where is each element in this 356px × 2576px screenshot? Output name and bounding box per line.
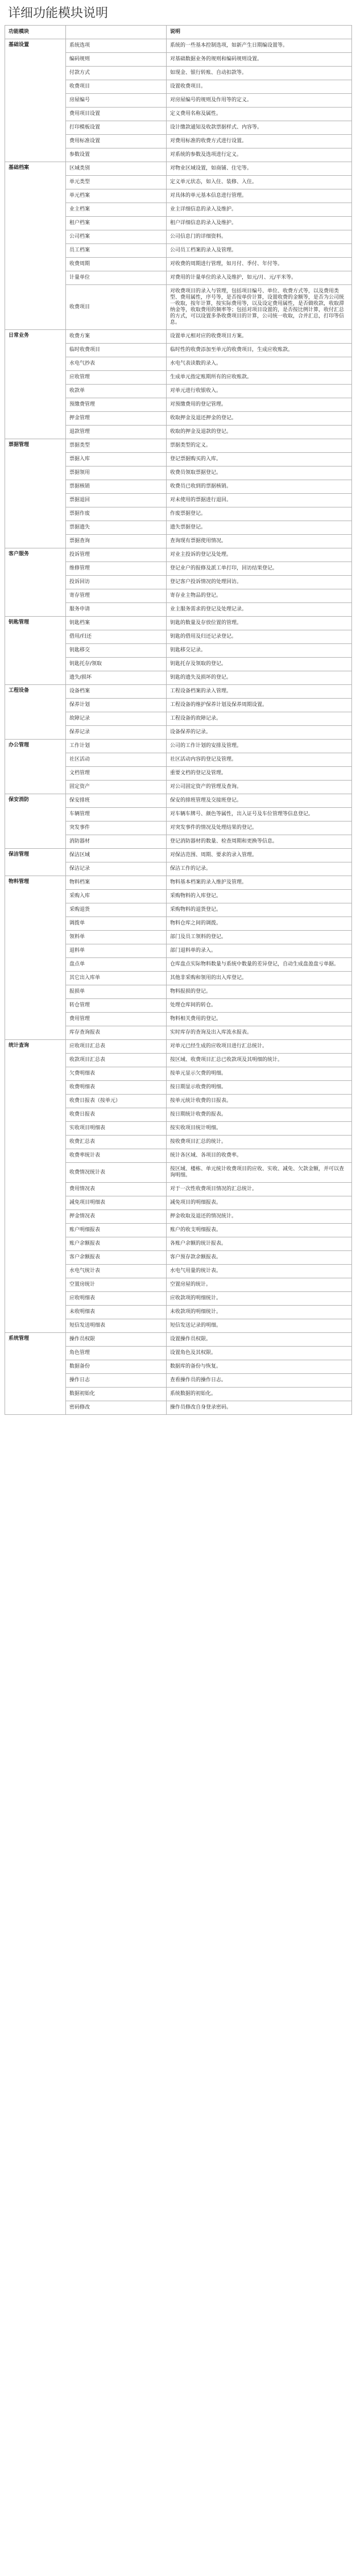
function-description: 按日期显示收费的明细。 — [167, 1081, 352, 1095]
page-title: 详细功能模块说明 — [8, 6, 109, 20]
function-name: 盘点单 — [66, 958, 167, 972]
function-description: 设置收费项目。 — [167, 80, 352, 94]
function-name: 租户档案 — [66, 217, 167, 230]
function-description: 操作员修改自身登录密码。 — [167, 1401, 352, 1415]
function-name: 收费项目 — [66, 80, 167, 94]
function-description: 采购物料的退货登记。 — [167, 903, 352, 917]
function-description: 对基础数据业务的规则和编码规则设置。 — [167, 53, 352, 67]
function-description: 工程设备的维护保养计划及保养周期设置。 — [167, 699, 352, 712]
function-name: 维修管理 — [66, 562, 167, 576]
table-row — [5, 39, 352, 53]
table-row — [5, 617, 352, 630]
function-description: 租户详细信息的录入及维护。 — [167, 217, 352, 230]
module-name: 客户服务 — [5, 548, 66, 617]
module-name: 系统管理 — [5, 1333, 66, 1415]
table-row — [5, 740, 352, 753]
function-name: 费用项目设置 — [66, 108, 167, 121]
function-description: 按单元统计收费的日报表。 — [167, 1095, 352, 1108]
table-row — [5, 685, 352, 699]
function-name: 角色管理 — [66, 1347, 167, 1360]
function-name: 空置房统计 — [66, 1278, 167, 1292]
function-description: 应收款项的明细统计。 — [167, 1292, 352, 1306]
module-name: 基础档案 — [5, 162, 66, 330]
function-name: 保养计划 — [66, 699, 167, 712]
function-description: 钥匙的借用及归还记录登记。 — [167, 630, 352, 644]
function-name: 收费日报表（按单元） — [66, 1095, 167, 1108]
function-name: 编码规则 — [66, 53, 167, 67]
function-description: 设备保养的记录。 — [167, 726, 352, 740]
function-name: 业主档案 — [66, 203, 167, 217]
function-description: 空置房屋的统计。 — [167, 1278, 352, 1292]
function-description: 临时性的收费添加至单元的收费项目，生成应收账款。 — [167, 344, 352, 357]
function-name: 水电气抄表 — [66, 357, 167, 371]
function-name: 钥匙档案 — [66, 617, 167, 630]
module-name: 保洁管理 — [5, 849, 66, 876]
function-description: 水电气用量的统计表。 — [167, 1265, 352, 1278]
module-name: 统计查询 — [5, 1040, 66, 1333]
function-name: 费用标准设置 — [66, 135, 167, 148]
function-name: 收费周期 — [66, 258, 167, 271]
function-name: 客户余额报表 — [66, 1251, 167, 1265]
function-name: 突发事件 — [66, 821, 167, 835]
header-module: 功能模块 — [5, 26, 66, 39]
function-description: 公司信息门的详细资料。 — [167, 230, 352, 244]
function-name: 预缴费管理 — [66, 398, 167, 412]
table-row — [5, 330, 352, 344]
function-description: 工程设备档案的录入管理。 — [167, 685, 352, 699]
module-name: 物料管理 — [5, 876, 66, 1040]
function-name: 临时收费项目 — [66, 344, 167, 357]
function-description: 收费员已收到的票据核销。 — [167, 480, 352, 494]
module-name: 保安消防 — [5, 794, 66, 849]
function-description: 对预缴费用的登记管理。 — [167, 398, 352, 412]
function-name: 设备档案 — [66, 685, 167, 699]
function-name: 操作员权限 — [66, 1333, 167, 1347]
function-description: 定义费用名称及属性。 — [167, 108, 352, 121]
function-description: 业主详细信息的录入及维护。 — [167, 203, 352, 217]
function-name: 收费日报表 — [66, 1108, 167, 1122]
function-description: 登记消防器材的数量、检查周期和更换等信息。 — [167, 835, 352, 849]
function-description: 公司员工档案的录入及管理。 — [167, 244, 352, 258]
function-name: 钥匙移交 — [66, 644, 167, 658]
function-name: 退料单 — [66, 944, 167, 958]
function-name: 打印模板设置 — [66, 121, 167, 135]
function-description: 物料基本档案的录入维护及管理。 — [167, 876, 352, 890]
function-description: 登记票据购买的入库。 — [167, 453, 352, 467]
function-description: 对突发事件的情况及处理结果的登记。 — [167, 821, 352, 835]
function-name: 应收项目汇总表 — [66, 1040, 167, 1054]
function-description: 对费用标准的收费方式进行设置。 — [167, 135, 352, 148]
function-name: 单元类型 — [66, 176, 167, 189]
function-description: 对物业区域设置，如商铺、住宅等。 — [167, 162, 352, 176]
function-description: 生成单元指定账期所有的应收账款。 — [167, 371, 352, 385]
function-description: 实时库存的查询及出入库流水报表。 — [167, 1026, 352, 1040]
function-description: 对于一次性收费项目情况的汇总统计。 — [167, 1183, 352, 1196]
function-description: 按实收项目统计明细。 — [167, 1122, 352, 1136]
function-description: 对房屋编号的规则及作用等的定义。 — [167, 94, 352, 108]
function-name: 固定资产 — [66, 781, 167, 794]
function-name: 付款方式 — [66, 67, 167, 80]
module-name: 基础设置 — [5, 39, 66, 162]
function-description: 查看操作员的操作日志。 — [167, 1374, 352, 1388]
function-description: 收取押金及退还押金的登记。 — [167, 412, 352, 426]
function-name: 票据入库 — [66, 453, 167, 467]
function-description: 设计缴款通知及收款票据样式、内容等。 — [167, 121, 352, 135]
function-name: 未收明细表 — [66, 1306, 167, 1319]
function-name: 收费项目 — [66, 285, 167, 330]
function-name: 服务申请 — [66, 603, 167, 617]
function-description: 登记业户的报修及派工单打印，回访结果登记。 — [167, 562, 352, 576]
function-name: 领料单 — [66, 931, 167, 944]
function-name: 票据退回 — [66, 494, 167, 507]
function-name: 钥匙托存/领取 — [66, 658, 167, 671]
function-description: 仓库盘点实际物料数量与系统中数量的差异登记，自动生成盘盈盘亏单据。 — [167, 958, 352, 972]
table-row — [5, 849, 352, 862]
function-name: 转仓管理 — [66, 999, 167, 1013]
function-name: 采购退货 — [66, 903, 167, 917]
function-name: 单元档案 — [66, 189, 167, 203]
function-name: 计量单位 — [66, 271, 167, 285]
function-description: 业主服务需求的登记及处理记录。 — [167, 603, 352, 617]
function-name: 账户余额报表 — [66, 1237, 167, 1251]
function-name: 票据作废 — [66, 507, 167, 521]
function-name: 文档管理 — [66, 767, 167, 781]
function-description: 遗失票据登记。 — [167, 521, 352, 535]
function-name: 收费明细表 — [66, 1081, 167, 1095]
function-name: 其它出入库单 — [66, 972, 167, 985]
function-description: 登记客户投诉情况的处理回访。 — [167, 576, 352, 589]
function-description: 按区域、楼栋、单元统计收费项目的应收、实收、减免、欠款金额，并可以查询明细。 — [167, 1163, 352, 1183]
function-description: 对收费项目的录入与管理，包括项目编号、单位、收费方式等，以及费用类型、费用属性，序号等，是否按单价计算，设置收费的金额等，是否为公司统一收取，按年计算，按实际费用等，以及设定费用属性，是否做收款，收取滞纳金等，收取费用的频率等；包括对项目设置的，是否按比例计算，收付汇总的方式，可以设置多条收费项目的计算，公司统一收取，合并汇总，打印等信息。 — [167, 285, 352, 330]
function-description: 对单元进行收银收入。 — [167, 385, 352, 398]
function-name: 票据查询 — [66, 535, 167, 548]
feature-table — [5, 25, 352, 1415]
function-name: 投诉回访 — [66, 576, 167, 589]
function-name: 票据遗失 — [66, 521, 167, 535]
function-description: 保安的排班管理及交接班登记。 — [167, 794, 352, 808]
function-name: 收款单 — [66, 385, 167, 398]
function-description: 定义单元状态，如入住、装修、入住。 — [167, 176, 352, 189]
function-description: 部门退料单的录入。 — [167, 944, 352, 958]
function-name: 物料档案 — [66, 876, 167, 890]
function-description: 作废票据登记。 — [167, 507, 352, 521]
function-name: 实收项目明细表 — [66, 1122, 167, 1136]
function-description: 按区域、收费项目汇总已收款项及其明细的统计。 — [167, 1054, 352, 1067]
function-name: 票据领用 — [66, 467, 167, 480]
function-name: 票据类型 — [66, 439, 167, 453]
function-name: 应收管理 — [66, 371, 167, 385]
table-row — [5, 439, 352, 453]
function-name: 密码修改 — [66, 1401, 167, 1415]
function-name: 收费率统计表 — [66, 1149, 167, 1163]
function-name: 应收明细表 — [66, 1292, 167, 1306]
function-description: 物料报损的登记。 — [167, 985, 352, 999]
function-description: 对未使用的票据进行退回。 — [167, 494, 352, 507]
table-row — [5, 1040, 352, 1054]
table-row — [5, 1333, 352, 1347]
function-name: 投诉管理 — [66, 548, 167, 562]
function-description: 钥匙的遗失及损坏的登记。 — [167, 671, 352, 685]
function-description: 对费用的计量单位的录入及维护，如元/月、元/平米等。 — [167, 271, 352, 285]
function-name: 欠费明细表 — [66, 1067, 167, 1081]
function-name: 借用/归还 — [66, 630, 167, 644]
function-description: 数据库的备份与恢复。 — [167, 1360, 352, 1374]
function-name: 公司档案 — [66, 230, 167, 244]
function-description: 部门及员工领料的登记。 — [167, 931, 352, 944]
function-name: 库存查询报表 — [66, 1026, 167, 1040]
function-description: 采购物料的入库登记。 — [167, 890, 352, 903]
function-description: 设置单元相对应的收费项目方案。 — [167, 330, 352, 344]
function-description: 对业主投诉的登记及处理。 — [167, 548, 352, 562]
function-description: 对收费的周期进行管理，如月付、季付、年付等。 — [167, 258, 352, 271]
function-description: 物料仓库之间的调拨。 — [167, 917, 352, 931]
function-name: 保洁记录 — [66, 862, 167, 876]
function-name: 员工档案 — [66, 244, 167, 258]
function-description: 水电气表读数的录入。 — [167, 357, 352, 371]
function-description: 减免项目的明细报表。 — [167, 1196, 352, 1210]
function-description: 收费员领取票据登记。 — [167, 467, 352, 480]
function-description: 账户的收支明细报表。 — [167, 1224, 352, 1237]
function-name: 参数设置 — [66, 148, 167, 162]
function-description: 统计各区域、各项目的收费率。 — [167, 1149, 352, 1163]
function-description: 如现金、银行转账、自动扣款等。 — [167, 67, 352, 80]
function-name: 押金情况表 — [66, 1210, 167, 1224]
function-description: 按单元显示欠费的明细。 — [167, 1067, 352, 1081]
function-name: 保洁区域 — [66, 849, 167, 862]
function-name: 押金管理 — [66, 412, 167, 426]
function-description: 对单元已经生成的应收项目进行汇总统计。 — [167, 1040, 352, 1054]
function-description: 设置操作员权限。 — [167, 1333, 352, 1347]
function-name: 操作日志 — [66, 1374, 167, 1388]
function-description: 公司的工作计划的安排及管理。 — [167, 740, 352, 753]
function-name: 报损单 — [66, 985, 167, 999]
function-name: 收费情况统计表 — [66, 1163, 167, 1183]
function-name: 数据备份 — [66, 1360, 167, 1374]
function-name: 减免项目明细表 — [66, 1196, 167, 1210]
module-name: 日常业务 — [5, 330, 66, 439]
function-description: 钥匙托存及领取的登记。 — [167, 658, 352, 671]
header-function — [66, 26, 167, 39]
function-description: 系统的一些基本控制选项，如新产生日期编设置等。 — [167, 39, 352, 53]
function-description: 票据类型的定义。 — [167, 439, 352, 453]
table-row — [5, 162, 352, 176]
function-name: 收费汇总表 — [66, 1136, 167, 1149]
table-row — [5, 794, 352, 808]
function-description: 对公司固定资产的管理及查询。 — [167, 781, 352, 794]
function-name: 数据初始化 — [66, 1388, 167, 1401]
function-description: 钥匙移交记录。 — [167, 644, 352, 658]
module-name: 办公管理 — [5, 740, 66, 794]
function-name: 账户明细报表 — [66, 1224, 167, 1237]
function-name: 寄存管理 — [66, 589, 167, 603]
function-name: 车辆管理 — [66, 808, 167, 821]
function-description: 查询现有票据使用情况。 — [167, 535, 352, 548]
table-body — [5, 39, 352, 1415]
function-description: 系统数据的初始化。 — [167, 1388, 352, 1401]
function-description: 处理仓库间的转仓。 — [167, 999, 352, 1013]
table-header-row — [5, 26, 352, 39]
table-row — [5, 548, 352, 562]
function-name: 收费方案 — [66, 330, 167, 344]
function-description: 钥匙的数量及存放位置的管理。 — [167, 617, 352, 630]
function-description: 保洁工作的记录。 — [167, 862, 352, 876]
function-description: 收取的押金及退款的登记。 — [167, 426, 352, 439]
function-description: 寄存业主物品的登记。 — [167, 589, 352, 603]
function-name: 水电气统计表 — [66, 1265, 167, 1278]
function-name: 系统选项 — [66, 39, 167, 53]
function-name: 收款项目汇总表 — [66, 1054, 167, 1067]
function-name: 费用管理 — [66, 1013, 167, 1026]
function-description: 客户预存款余额报表。 — [167, 1251, 352, 1265]
function-description: 对系统的参数及选项进行定义。 — [167, 148, 352, 162]
function-name: 退款管理 — [66, 426, 167, 439]
function-name: 遗失/损坏 — [66, 671, 167, 685]
function-description: 重要文档的登记及管理。 — [167, 767, 352, 781]
function-name: 调拨单 — [66, 917, 167, 931]
function-description: 短信发送记录的明细。 — [167, 1319, 352, 1333]
table-row — [5, 876, 352, 890]
function-description: 各账户余额的统计报表。 — [167, 1237, 352, 1251]
function-description: 对具体的单元基本信息进行管理。 — [167, 189, 352, 203]
function-name: 工作计划 — [66, 740, 167, 753]
function-name: 保养记录 — [66, 726, 167, 740]
function-name: 社区活动 — [66, 753, 167, 767]
function-name: 房屋编号 — [66, 94, 167, 108]
function-name: 短信发送明细表 — [66, 1319, 167, 1333]
function-description: 按收费项目汇总的统计。 — [167, 1136, 352, 1149]
function-name: 消防器材 — [66, 835, 167, 849]
function-description: 按日期统计收费的报表。 — [167, 1108, 352, 1122]
function-description: 押金收取及退还的情况统计。 — [167, 1210, 352, 1224]
function-name: 故障记录 — [66, 712, 167, 726]
function-description: 未收款项的明细统计。 — [167, 1306, 352, 1319]
function-description: 对车辆车牌号、颜色等属性，出入证号及车位管理等信息登记。 — [167, 808, 352, 821]
module-name: 票据管理 — [5, 439, 66, 548]
function-description: 物料相关费用的登记。 — [167, 1013, 352, 1026]
function-name: 费用情况表 — [66, 1183, 167, 1196]
function-name: 保安排班 — [66, 794, 167, 808]
header-description: 说明 — [167, 26, 352, 39]
function-description: 对保洁范围、周期、要求的录入管理。 — [167, 849, 352, 862]
function-description: 工程设备的故障记录。 — [167, 712, 352, 726]
function-description: 其他非采购和领用的出入库登记。 — [167, 972, 352, 985]
function-description: 设置角色及其权限。 — [167, 1347, 352, 1360]
function-name: 区域类别 — [66, 162, 167, 176]
module-name: 钥匙管理 — [5, 617, 66, 685]
module-name: 工程设备 — [5, 685, 66, 740]
function-name: 票据核销 — [66, 480, 167, 494]
function-name: 采购入库 — [66, 890, 167, 903]
function-description: 社区活动内容的登记及管理。 — [167, 753, 352, 767]
